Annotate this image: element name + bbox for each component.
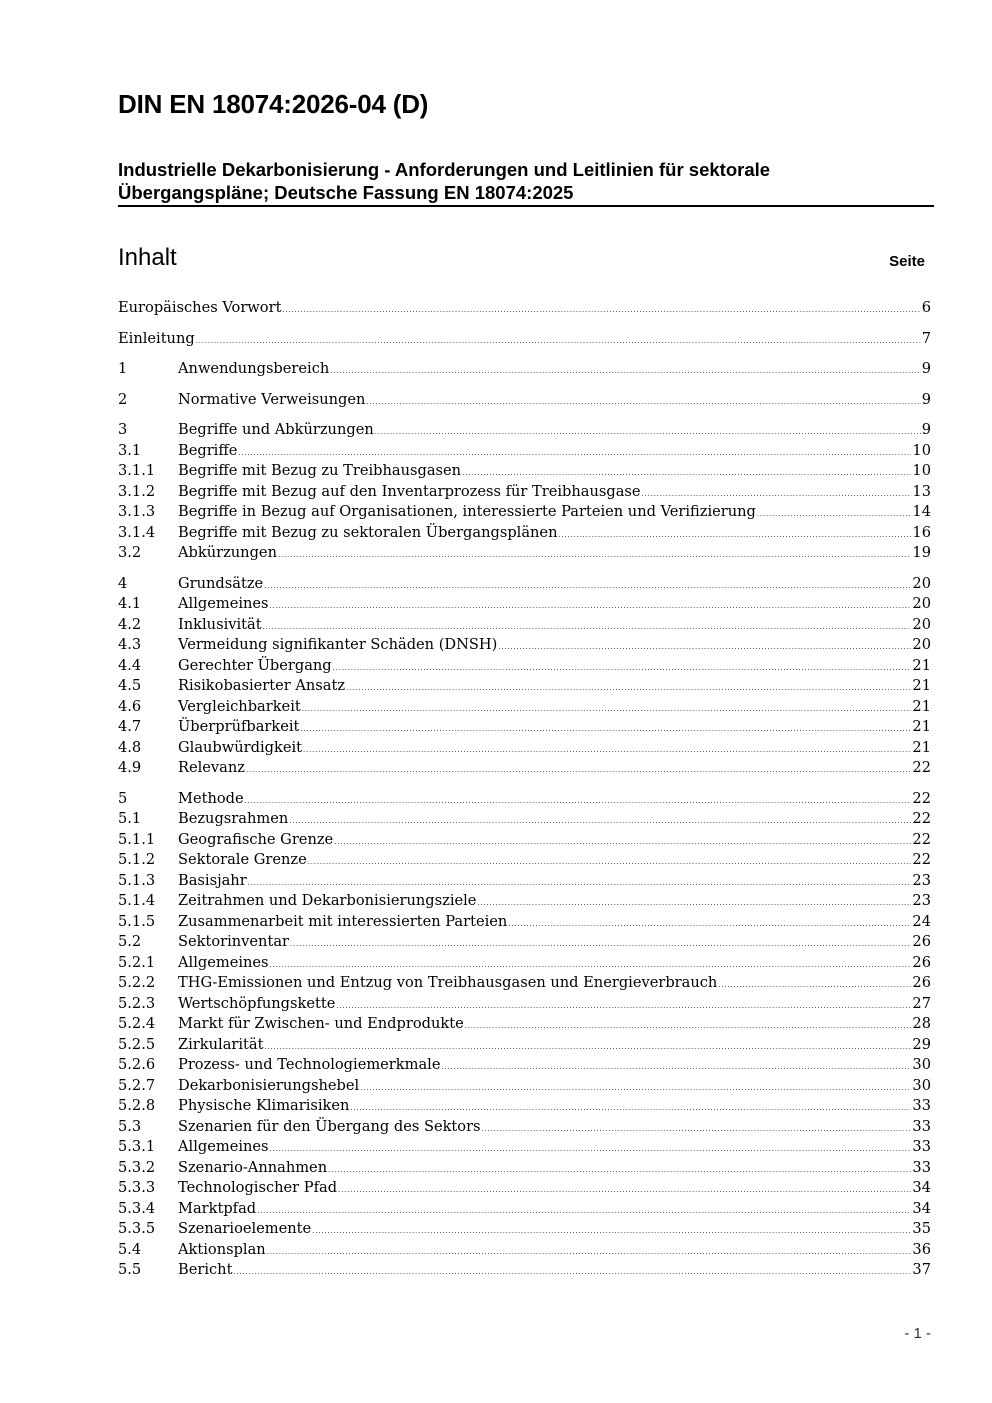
toc-entry-title: Szenario-Annahmen — [178, 1158, 328, 1176]
toc-dot-leader — [289, 809, 911, 832]
toc-entry-page: 33 — [912, 1158, 931, 1176]
toc-entry-page: 21 — [912, 718, 931, 735]
toc-entry-title: Allgemeines — [178, 595, 269, 612]
toc-entry-number: 5.2.8 — [118, 1097, 156, 1114]
toc-dot-leader — [477, 891, 911, 914]
toc-entry[interactable] — [118, 1076, 931, 1097]
toc-entry[interactable] — [118, 298, 931, 319]
document-title — [118, 158, 934, 207]
toc-entry-title: Zusammenarbeit mit interessierten Parteien — [178, 912, 508, 930]
toc-dot-leader — [290, 932, 911, 955]
toc-entry[interactable] — [118, 482, 931, 503]
toc-entry-number: 5.2.4 — [118, 1015, 156, 1032]
toc-entry-number: 4.4 — [118, 656, 142, 674]
toc-entry-title: Prozess- und Technologiemerkmale — [178, 1056, 441, 1073]
toc-entry[interactable] — [118, 758, 931, 779]
toc-dot-leader — [498, 635, 911, 658]
toc-page-column-header: Seite — [889, 253, 925, 270]
toc-dot-leader — [257, 1199, 911, 1222]
toc-dot-leader — [308, 850, 912, 873]
toc-entry-page: 14 — [912, 503, 931, 520]
toc-entry-title: Vergleichbarkeit — [178, 697, 301, 715]
toc-entry-number: 5.2.7 — [118, 1076, 156, 1094]
toc-entry-page: 21 — [912, 677, 931, 694]
toc-dot-leader — [282, 298, 920, 321]
toc-entry-page: 24 — [912, 912, 931, 930]
toc-entry-title: Technologischer Pfad — [178, 1179, 338, 1196]
toc-entry[interactable] — [118, 994, 931, 1015]
toc-entry[interactable] — [118, 830, 931, 851]
toc-entry-title: Zeitrahmen und Dekarbonisierungsziele — [178, 892, 477, 909]
toc-entry-number: 4 — [118, 574, 128, 592]
toc-entry-title: Methode — [178, 789, 244, 807]
toc-entry-number: 5.2.5 — [118, 1035, 156, 1053]
toc-entry[interactable] — [118, 1240, 931, 1261]
toc-entry-number: 5.2.1 — [118, 953, 156, 971]
toc-entry-number: 3.1.3 — [118, 503, 156, 520]
toc-entry-number: 4.8 — [118, 738, 142, 756]
toc-dot-leader — [264, 1035, 911, 1058]
toc-entry-title: Szenarien für den Übergang des Sektors — [178, 1117, 481, 1135]
toc-entry-number: 5.3.2 — [118, 1158, 156, 1176]
toc-entry-number: 5.4 — [118, 1240, 142, 1258]
toc-dot-leader — [346, 676, 911, 699]
toc-entry[interactable] — [118, 953, 931, 974]
toc-entry-number: 3.2 — [118, 544, 142, 561]
toc-dot-leader — [336, 994, 911, 1017]
toc-entry-page: 37 — [912, 1261, 931, 1278]
toc-entry[interactable] — [118, 973, 931, 994]
toc-entry-page: 10 — [912, 462, 931, 479]
toc-entry-title: Glaubwürdigkeit — [178, 738, 302, 756]
toc-entry[interactable] — [118, 738, 931, 759]
toc-entry[interactable] — [118, 329, 931, 350]
toc-dot-leader — [330, 359, 920, 382]
toc-entry-title: Begriffe — [178, 441, 238, 459]
toc-entry-page: 36 — [912, 1240, 931, 1258]
toc-entry-title: Inklusivität — [178, 615, 262, 633]
toc-entry-title: Szenarioelemente — [178, 1220, 312, 1237]
toc-entry-number: 3 — [118, 421, 128, 438]
toc-entry-number: 5.3.5 — [118, 1220, 156, 1237]
toc-entry-title: Anwendungsbereich — [178, 360, 330, 377]
toc-entry-number: 5.3 — [118, 1117, 142, 1135]
toc-entry[interactable] — [118, 635, 931, 656]
toc-entry-title: Einleitung — [118, 329, 195, 347]
toc-entry-title: Geografische Grenze — [178, 830, 334, 848]
toc-entry[interactable] — [118, 676, 931, 697]
toc-entry-number: 5.2 — [118, 933, 142, 950]
toc-entry-page: 30 — [912, 1076, 931, 1094]
toc-dot-leader — [338, 1178, 911, 1201]
toc-heading: Inhalt — [118, 244, 177, 271]
toc-entry[interactable] — [118, 420, 931, 441]
toc-entry-page: 7 — [921, 329, 931, 347]
toc-entry-page: 20 — [912, 636, 931, 653]
toc-entry-page: 22 — [912, 810, 931, 827]
toc-entry-number: 5.5 — [118, 1261, 142, 1278]
toc-entry-title: Normative Verweisungen — [178, 390, 366, 408]
toc-entry-title: Begriffe und Abkürzungen — [178, 421, 374, 438]
toc-entry[interactable] — [118, 871, 931, 892]
toc-dot-leader — [350, 1096, 911, 1119]
toc-entry-page: 23 — [912, 871, 931, 889]
toc-entry-page: 19 — [912, 544, 931, 561]
toc-entry-number: 2 — [118, 390, 128, 408]
toc-dot-leader — [465, 1014, 912, 1037]
toc-entry-number: 4.7 — [118, 718, 142, 735]
toc-entry-page: 20 — [912, 595, 931, 612]
toc-entry-number: 4.5 — [118, 677, 142, 694]
toc-dot-leader — [300, 717, 911, 740]
toc-dot-leader — [270, 1137, 912, 1160]
toc-entry-title: Zirkularität — [178, 1035, 264, 1053]
toc-dot-leader — [333, 656, 912, 679]
toc-dot-leader — [238, 441, 911, 464]
toc-dot-leader — [245, 789, 912, 812]
toc-entry-page: 16 — [912, 523, 931, 541]
table-of-contents — [118, 298, 931, 1281]
toc-dot-leader — [642, 482, 912, 505]
toc-entry-page: 26 — [912, 974, 931, 991]
toc-entry[interactable] — [118, 932, 931, 953]
toc-entry[interactable] — [118, 390, 931, 411]
toc-entry-number: 3.1.4 — [118, 523, 156, 541]
toc-entry-page: 10 — [912, 441, 931, 459]
toc-entry-page: 21 — [912, 697, 931, 715]
toc-entry-page: 21 — [912, 738, 931, 756]
toc-entry-title: Abkürzungen — [178, 544, 277, 561]
toc-entry[interactable] — [118, 523, 931, 544]
toc-dot-leader — [248, 871, 912, 894]
toc-entry-number: 4.9 — [118, 759, 142, 776]
page-number: - 1 - — [904, 1325, 931, 1342]
toc-entry[interactable] — [118, 1178, 931, 1199]
toc-dot-leader — [334, 830, 911, 853]
toc-dot-leader — [360, 1076, 911, 1099]
toc-entry[interactable] — [118, 1117, 931, 1138]
toc-entry-title: Begriffe mit Bezug auf den Inventarprozess für Treibhausgase — [178, 482, 641, 500]
toc-entry-page: 27 — [912, 994, 931, 1012]
toc-entry-title: Allgemeines — [178, 1138, 269, 1155]
toc-dot-leader — [718, 973, 911, 996]
toc-entry[interactable] — [118, 502, 931, 523]
toc-entry-number: 5.2.3 — [118, 994, 156, 1012]
toc-entry-number: 5.1.3 — [118, 871, 156, 889]
toc-entry-title: Wertschöpfungskette — [178, 994, 336, 1012]
toc-entry-title: Aktionsplan — [178, 1240, 266, 1258]
toc-entry-title: Sektorale Grenze — [178, 851, 307, 868]
toc-entry[interactable] — [118, 1158, 931, 1179]
toc-entry[interactable] — [118, 615, 931, 636]
toc-dot-leader — [328, 1158, 911, 1181]
toc-entry-page: 34 — [912, 1179, 931, 1196]
toc-entry-title: Überprüfbarkeit — [178, 718, 300, 735]
toc-entry-title: Bericht — [178, 1261, 233, 1278]
toc-entry-number: 5.1 — [118, 810, 142, 827]
toc-entry-page: 9 — [921, 421, 931, 438]
toc-entry-page: 21 — [912, 656, 931, 674]
toc-dot-leader — [264, 574, 911, 597]
toc-entry[interactable] — [118, 359, 931, 380]
toc-entry[interactable] — [118, 1055, 931, 1076]
toc-entry[interactable] — [118, 1014, 931, 1035]
toc-entry-page: 30 — [912, 1056, 931, 1073]
toc-entry-number: 5.2.6 — [118, 1056, 156, 1073]
toc-entry[interactable] — [118, 789, 931, 810]
toc-entry-page: 13 — [912, 482, 931, 500]
toc-dot-leader — [366, 390, 920, 413]
toc-entry-page: 33 — [912, 1138, 931, 1155]
toc-entry-number: 5 — [118, 789, 128, 807]
toc-entry-page: 22 — [912, 830, 931, 848]
toc-entry-page: 26 — [912, 933, 931, 950]
toc-entry-number: 5.1.4 — [118, 892, 156, 909]
toc-entry-number: 3.1.1 — [118, 462, 156, 479]
toc-entry-number: 5.1.1 — [118, 830, 156, 848]
toc-entry-title: Marktpfad — [178, 1199, 257, 1217]
toc-entry-title: Gerechter Übergang — [178, 656, 332, 674]
toc-entry-page: 6 — [921, 299, 931, 316]
toc-entry[interactable] — [118, 717, 931, 738]
toc-entry-page: 20 — [912, 615, 931, 633]
toc-entry-title: Grundsätze — [178, 574, 264, 592]
toc-dot-leader — [270, 594, 912, 617]
toc-entry-number: 4.3 — [118, 636, 142, 653]
toc-dot-leader — [267, 1240, 912, 1263]
toc-entry-number: 4.1 — [118, 595, 142, 612]
toc-dot-leader — [312, 1219, 911, 1242]
toc-dot-leader — [196, 329, 921, 352]
toc-entry-title: Sektorinventar — [178, 933, 289, 950]
toc-entry[interactable] — [118, 1137, 931, 1158]
toc-entry-page: 28 — [912, 1015, 931, 1032]
toc-entry[interactable] — [118, 441, 931, 462]
toc-entry-page: 34 — [912, 1199, 931, 1217]
toc-entry-title: Begriffe mit Bezug zu sektoralen Übergangsplänen — [178, 523, 558, 541]
toc-dot-leader — [270, 953, 912, 976]
toc-entry-page: 22 — [912, 759, 931, 776]
toc-entry-page: 26 — [912, 953, 931, 971]
toc-entry[interactable] — [118, 461, 931, 482]
toc-entry[interactable] — [118, 850, 931, 871]
toc-entry-page: 22 — [912, 789, 931, 807]
toc-entry[interactable] — [118, 809, 931, 830]
toc-entry[interactable] — [118, 1035, 931, 1056]
toc-entry-title: Basisjahr — [178, 871, 247, 889]
toc-entry-number: 3.1 — [118, 441, 142, 459]
toc-entry[interactable] — [118, 1260, 931, 1281]
toc-entry-title: Relevanz — [178, 759, 245, 776]
toc-entry-number: 5.3.3 — [118, 1179, 156, 1196]
toc-entry-number: 3.1.2 — [118, 482, 156, 500]
toc-entry-page: 22 — [912, 851, 931, 868]
toc-entry[interactable] — [118, 543, 931, 564]
toc-entry-title: Dekarbonisierungshebel — [178, 1076, 360, 1094]
toc-entry-title: Begriffe mit Bezug zu Treibhausgasen — [178, 462, 462, 479]
toc-entry-page: 9 — [921, 390, 931, 408]
toc-entry-title: Markt für Zwischen- und Endprodukte — [178, 1015, 464, 1032]
toc-dot-leader — [375, 420, 921, 443]
toc-dot-leader — [558, 523, 911, 546]
toc-dot-leader — [302, 697, 912, 720]
toc-entry[interactable] — [118, 594, 931, 615]
toc-entry[interactable] — [118, 1096, 931, 1117]
toc-entry-title: Europäisches Vorwort — [118, 299, 282, 316]
toc-entry-number: 5.1.2 — [118, 851, 156, 868]
toc-dot-leader — [233, 1260, 911, 1283]
document-title-line-2: Übergangspläne; Deutsche Fassung EN 18074:2025 — [118, 182, 574, 203]
toc-dot-leader — [462, 461, 911, 484]
toc-entry-title: Begriffe in Bezug auf Organisationen, interessierte Parteien und Verifizierung — [178, 503, 756, 520]
toc-dot-leader — [441, 1055, 911, 1078]
toc-entry-title: THG-Emissionen und Entzug von Treibhausgasen und Energieverbrauch — [178, 974, 718, 991]
toc-entry-number: 4.6 — [118, 697, 142, 715]
toc-dot-leader — [278, 543, 911, 566]
toc-entry-page: 9 — [921, 360, 931, 377]
toc-entry-page: 35 — [912, 1220, 931, 1237]
toc-entry-page: 23 — [912, 892, 931, 909]
toc-entry[interactable] — [118, 912, 931, 933]
toc-entry-page: 20 — [912, 574, 931, 592]
toc-entry-title: Physische Klimarisiken — [178, 1097, 350, 1114]
toc-entry[interactable] — [118, 1199, 931, 1220]
toc-dot-leader — [482, 1117, 912, 1140]
toc-entry-page: 29 — [912, 1035, 931, 1053]
toc-entry-number: 5.3.1 — [118, 1138, 156, 1155]
toc-entry[interactable] — [118, 697, 931, 718]
toc-entry-title: Allgemeines — [178, 953, 269, 971]
toc-entry[interactable] — [118, 891, 931, 912]
toc-dot-leader — [508, 912, 911, 935]
toc-entry-page: 33 — [912, 1117, 931, 1135]
toc-entry-number: 4.2 — [118, 615, 142, 633]
toc-entry[interactable] — [118, 1219, 931, 1240]
toc-entry-number: 5.2.2 — [118, 974, 156, 991]
toc-dot-leader — [303, 738, 911, 761]
toc-entry-title: Risikobasierter Ansatz — [178, 677, 346, 694]
toc-entry[interactable] — [118, 656, 931, 677]
toc-dot-leader — [246, 758, 911, 781]
toc-dot-leader — [263, 615, 912, 638]
document-id: DIN EN 18074:2026-04 (D) — [118, 89, 429, 119]
document-title-line-1: Industrielle Dekarbonisierung - Anforderungen und Leitlinien für sektorale — [118, 159, 771, 180]
toc-entry-title: Bezugsrahmen — [178, 810, 289, 827]
toc-entry-number: 5.1.5 — [118, 912, 156, 930]
toc-entry-page: 33 — [912, 1097, 931, 1114]
toc-entry-number: 1 — [118, 360, 128, 377]
toc-entry[interactable] — [118, 574, 931, 595]
toc-dot-leader — [757, 502, 912, 525]
toc-entry-number: 5.3.4 — [118, 1199, 156, 1217]
toc-entry-title: Vermeidung signifikanter Schäden (DNSH) — [178, 636, 498, 653]
